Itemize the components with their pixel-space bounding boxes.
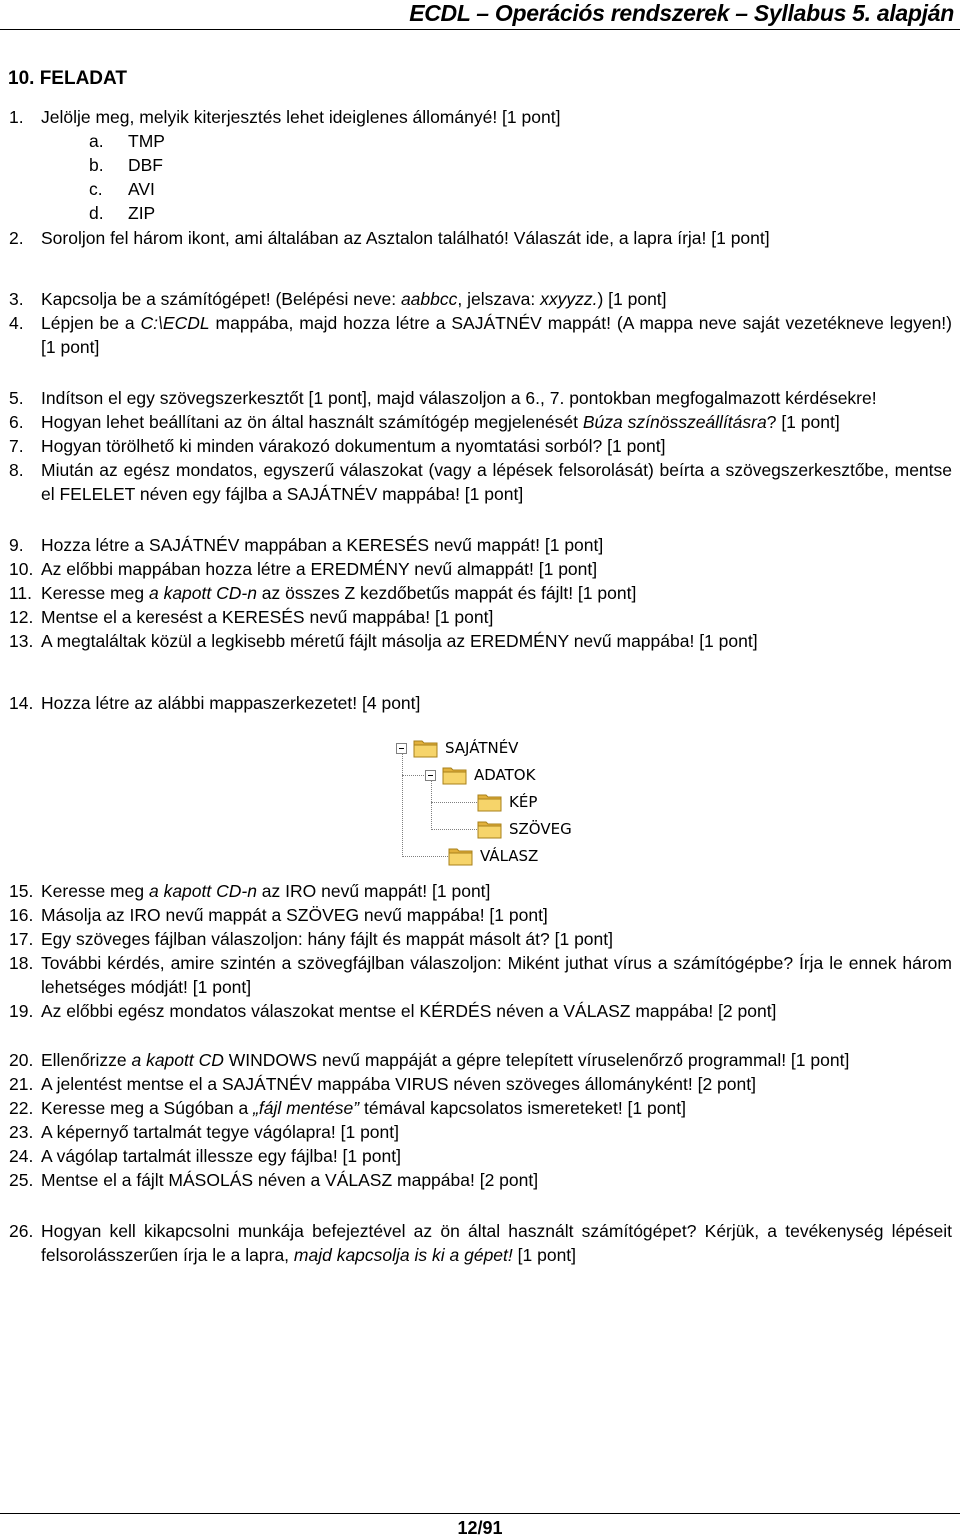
question-text: Soroljon fel három ikont, ami általában az Asztalon található! Válaszát ide, a lapra írja! [1 pont] — [41, 228, 770, 248]
folder-icon — [448, 846, 474, 866]
question-text: További kérdés, amire szintén a szövegfájlban válaszoljon: Miként juthat vírus a számítógépbe? Írja le ennek három lehetséges módját! [1 pont] — [41, 953, 952, 997]
folder-icon — [477, 792, 503, 812]
question-text: Az előbbi mappában hozza létre a EREDMÉNY nevű almappát! [1 pont] — [41, 559, 598, 579]
question-number: 11. — [9, 583, 33, 603]
question-number: 22. — [9, 1098, 34, 1118]
tree-node-sajatnev — [396, 736, 518, 760]
question-number: 24. — [9, 1146, 34, 1166]
question-text: Keresse meg a kapott CD-n az összes Z kezdőbetűs mappát és fájlt! [1 pont] — [41, 583, 637, 603]
question-number: 5. — [9, 388, 24, 408]
option-value: TMP — [128, 131, 165, 151]
question-number: 7. — [9, 436, 24, 456]
question-number: 8. — [9, 460, 24, 480]
tree-node-adatok — [425, 763, 535, 787]
option-value: ZIP — [128, 203, 156, 223]
question-number: 12. — [9, 607, 34, 627]
option-letter: b. — [89, 155, 104, 175]
question-text: Másolja az IRO nevű mappát a SZÖVEG nevű mappába! [1 pont] — [41, 905, 548, 925]
question-text: Miután az egész mondatos, egyszerű válaszokat (vagy a lépések felsorolását) beírta a szövegszerkesztőbe, mentse el FELELET néven egy fájlba a SAJÁTNÉV mappába! [1 pont] — [41, 460, 952, 504]
question-text: A megtaláltak közül a legkisebb méretű fájlt másolja az EREDMÉNY nevű mappába! [1 pont] — [41, 631, 758, 651]
question-number: 25. — [9, 1170, 34, 1190]
option-letter: a. — [89, 131, 104, 151]
question-number: 13. — [9, 631, 34, 651]
option-value: AVI — [128, 179, 155, 199]
question-text: Indítson el egy szövegszerkesztőt [1 pont], majd válaszoljon a 6., 7. pontokban megfogalmazott kérdésekre! — [41, 388, 877, 408]
tree-node-kep — [477, 790, 537, 814]
folder-tree — [392, 733, 592, 873]
question-number: 9. — [9, 535, 24, 555]
tree-line — [402, 856, 448, 857]
tree-node-label: SZÖVEG — [509, 820, 572, 838]
question-number: 21. — [9, 1074, 34, 1094]
question-number: 4. — [9, 313, 24, 333]
question-text: A jelentést mentse el a SAJÁTNÉV mappába VIRUS néven szöveges állományként! [2 pont] — [41, 1074, 756, 1094]
tree-node-label: VÁLASZ — [480, 847, 539, 865]
question-number: 1. — [9, 107, 24, 127]
tree-line — [431, 802, 477, 803]
question-number: 3. — [9, 289, 24, 309]
question-text: Hozza létre az alábbi mappaszerkezetet! [4 pont] — [41, 693, 421, 713]
folder-icon — [477, 819, 503, 839]
option-letter: d. — [89, 203, 104, 223]
question-text: A képernyő tartalmát tegye vágólapra! [1 pont] — [41, 1122, 399, 1142]
question-text: Lépjen be a C:\ECDL mappába, majd hozza létre a SAJÁTNÉV mappát! (A mappa neve saját vezetékneve legyen!) [1 pont] — [41, 313, 952, 357]
header-rule — [0, 29, 960, 30]
question-number: 20. — [9, 1050, 34, 1070]
question-text: Hozza létre a SAJÁTNÉV mappában a KERESÉS nevű mappát! [1 pont] — [41, 535, 604, 555]
tree-node-label: SAJÁTNÉV — [445, 739, 519, 757]
tree-node-label: ADATOK — [474, 766, 536, 784]
question-text: Kapcsolja be a számítógépet! (Belépési neve: aabbcc, jelszava: xxyyzz.) [1 pont] — [41, 289, 667, 309]
question-number: 2. — [9, 228, 24, 248]
question-number: 6. — [9, 412, 24, 432]
tree-line — [431, 829, 477, 830]
section-title: 10. FELADAT — [8, 68, 127, 89]
footer-rule — [0, 1513, 960, 1514]
question-text: Az előbbi egész mondatos válaszokat mentse el KÉRDÉS néven a VÁLASZ mappába! [2 pont] — [41, 1001, 777, 1021]
question-number: 16. — [9, 905, 34, 925]
option-value: DBF — [128, 155, 163, 175]
folder-icon — [413, 738, 439, 758]
question-text: Keresse meg a kapott CD-n az IRO nevű mappát! [1 pont] — [41, 881, 491, 901]
question-text: Mentse el a keresést a KERESÉS nevű mappába! [1 pont] — [41, 607, 494, 627]
question-text: Hogyan kell kikapcsolni munkája befejeztével az ön által használt számítógépet? Kérjük, a tevékenység lépéseit felsorolásszerűen írja le a lapra, majd kapcsolja is ki a gépet! [1 pont] — [41, 1221, 952, 1265]
question-text: Egy szöveges fájlban válaszoljon: hány fájlt és mappát másolt át? [1 pont] — [41, 929, 613, 949]
question-number: 17. — [9, 929, 34, 949]
question-text: Jelölje meg, melyik kiterjesztés lehet ideiglenes állományé! [1 pont] — [41, 107, 561, 127]
question-number: 19. — [9, 1001, 34, 1021]
question-text: Keresse meg a Súgóban a „fájl mentése” témával kapcsolatos ismereteket! [1 pont] — [41, 1098, 686, 1118]
question-text: Ellenőrizze a kapott CD WINDOWS nevű mappáját a gépre telepített víruselenőrző programmal! [1 pont] — [41, 1050, 850, 1070]
question-number: 14. — [9, 693, 34, 713]
question-text: Hogyan lehet beállítani az ön által használt számítógép megjelenését Búza színösszeállításra? [1 pont] — [41, 412, 840, 432]
question-number: 26. — [9, 1221, 34, 1241]
folder-icon — [442, 765, 468, 785]
tree-node-szoveg — [477, 817, 572, 841]
collapse-icon — [425, 770, 436, 781]
question-number: 18. — [9, 953, 34, 973]
page-number: 12/91 — [457, 1518, 503, 1538]
tree-node-label: KÉP — [509, 793, 538, 811]
tree-line — [402, 775, 426, 776]
tree-line — [402, 751, 403, 857]
question-text: Mentse el a fájlt MÁSOLÁS néven a VÁLASZ mappába! [2 pont] — [41, 1170, 539, 1190]
question-text: A vágólap tartalmát illessze egy fájlba! [1 pont] — [41, 1146, 401, 1166]
question-number: 10. — [9, 559, 34, 579]
question-text: Hogyan törölhető ki minden várakozó dokumentum a nyomtatási sorból? [1 pont] — [41, 436, 666, 456]
option-letter: c. — [89, 179, 103, 199]
collapse-icon — [396, 743, 407, 754]
page-header: ECDL – Operációs rendszerek – Syllabus 5. alapján — [409, 0, 954, 26]
question-number: 23. — [9, 1122, 34, 1142]
tree-node-valasz — [448, 844, 538, 868]
question-number: 15. — [9, 881, 34, 901]
